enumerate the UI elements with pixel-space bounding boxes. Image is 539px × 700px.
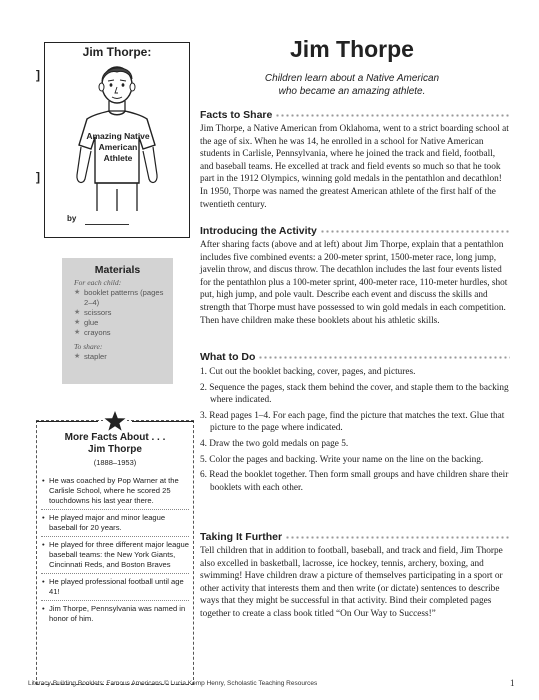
cover-by-label: by: [67, 214, 77, 223]
star-icon: ★: [74, 289, 81, 296]
list-item: ★ stapler: [74, 352, 107, 361]
list-item: 3. Read pages 1–4. For each page, find the picture that matches the text. Glue that picture to the page where indicated.: [200, 410, 505, 434]
list-item: ★ booklet patterns (pages 2–4): [74, 288, 164, 307]
list-item: ★ glue: [74, 318, 99, 327]
more-facts-heading: More Facts About . . . Jim Thorpe: [64, 432, 166, 455]
introducing-activity-section: [200, 224, 510, 327]
steps-list: [200, 366, 510, 494]
section-heading: Introducing the Activity: [200, 224, 510, 238]
materials-title: Materials: [94, 264, 141, 276]
star-icon: ★: [74, 353, 81, 360]
star-icon: [103, 410, 127, 432]
list-item: ★ crayons: [74, 328, 111, 337]
list-item: • He played for three different major league baseball teams: the New York Giants, Cincinnati Reds, and Boston Braves: [41, 537, 189, 574]
dotted-leader: [275, 113, 510, 118]
more-facts-box: [36, 420, 194, 685]
shirt-text: Amazing Native American Athlete: [86, 131, 150, 163]
cover-title: Jim Thorpe:: [82, 45, 152, 59]
staple-bracket-top: ]: [36, 68, 40, 82]
list-item: • He played major and minor league baseball for 20 years.: [41, 510, 189, 537]
list-item: 1. Cut out the booklet backing, cover, pages, and pictures.: [200, 367, 416, 377]
list-item: 6. Read the booklet together. Then form small groups and have children share their booklets with each other.: [200, 470, 509, 493]
list-item: 2. Sequence the pages, stack them behind the cover, and staple them to the backing where indicated.: [200, 382, 509, 406]
dotted-leader: [320, 229, 510, 234]
section-body: After sharing facts (above and at left) about Jim Thorpe, explain that a pentathlon includes five combined events: a 200-meter sprint, 1500-meter race, long jump, javelin throw, and discus throw. The decathlon includes the last four events listed for the pentathlon plus a 100-meter sprint, 400-meter race, 110-meter hurdles, shot put, high jump, and pole vault. Describe each event and discuss the skills and strength that Thorpe must have possessed to win gold medals in each competition. Then have children make these booklets about his athletic skills.: [200, 240, 508, 326]
footer-credit: Literacy-Building Booklets: Famous Americans © Lucia Kemp Henry, Scholastic Teaching Resources: [28, 680, 318, 687]
section-body: Jim Thorpe, a Native American from Oklahoma, went to a strict boarding school at the age of six. When he was 14, he enrolled in a school for Native American students in Carlisle, Pennsylvania, where he joined the track and field, football, and baseball teams. He excelled at track and field events so much so that he took part in the 1912 Olympics, winning gold medals in the pentathlon and decathlon! In 1950, Thorpe was named the greatest American athlete of the first half of the twentieth century.: [200, 124, 509, 210]
cover-name-line: [85, 224, 129, 225]
taking-it-further-section: [200, 530, 510, 621]
child-materials-list: [70, 288, 165, 338]
list-item: 4. Draw the two gold medals on page 5.: [200, 438, 349, 449]
list-item: • He was coached by Pop Warner at the Carlisle School, where he scored 25 touchdowns his last year there.: [41, 473, 189, 510]
to-share-label: To share:: [74, 342, 103, 351]
more-facts-list: [41, 473, 189, 627]
share-materials-list: [70, 352, 165, 362]
section-heading: Facts to Share: [200, 108, 510, 122]
page-title: Jim Thorpe: [290, 36, 414, 62]
list-item: • Jim Thorpe, Pennsylvania was named in honor of him.: [41, 601, 189, 627]
star-icon: ★: [74, 319, 81, 326]
materials-box: [62, 258, 173, 384]
facts-to-share-section: [200, 108, 510, 211]
for-each-child-label: For each child:: [74, 278, 122, 287]
page-subtitle: Children learn about a Native American who became an amazing athlete.: [264, 73, 440, 97]
page-number: 1: [510, 678, 515, 688]
star-icon: ★: [74, 329, 81, 336]
booklet-cover: [44, 42, 190, 238]
list-item: • He played professional football until age 41!: [41, 574, 189, 601]
star-icon: ★: [74, 309, 81, 316]
dotted-leader: [285, 535, 510, 540]
what-to-do-section: [200, 350, 510, 497]
life-dates: (1888–1953): [93, 458, 137, 467]
list-item: ★ scissors: [74, 308, 112, 317]
section-heading: Taking It Further: [200, 530, 510, 544]
dotted-leader: [258, 355, 510, 360]
list-item: 5. Color the pages and backing. Write your name on the line on the backing.: [200, 454, 484, 465]
staple-bracket-bottom: ]: [36, 170, 40, 184]
section-heading: What to Do: [200, 350, 510, 364]
section-body: Tell children that in addition to football, baseball, and track and field, Jim Thorpe also excelled in basketball, lacrosse, ice hockey, tennis, archery, boxing, and swimming! Have children draw a picture of themselves participating in a sport or other activity that interests them and then write (or dictate) sentences to describe ways that they might be successful in that activity. Bind their completed pages together to create a class book titled “On Our Way to Success!”: [200, 546, 503, 619]
